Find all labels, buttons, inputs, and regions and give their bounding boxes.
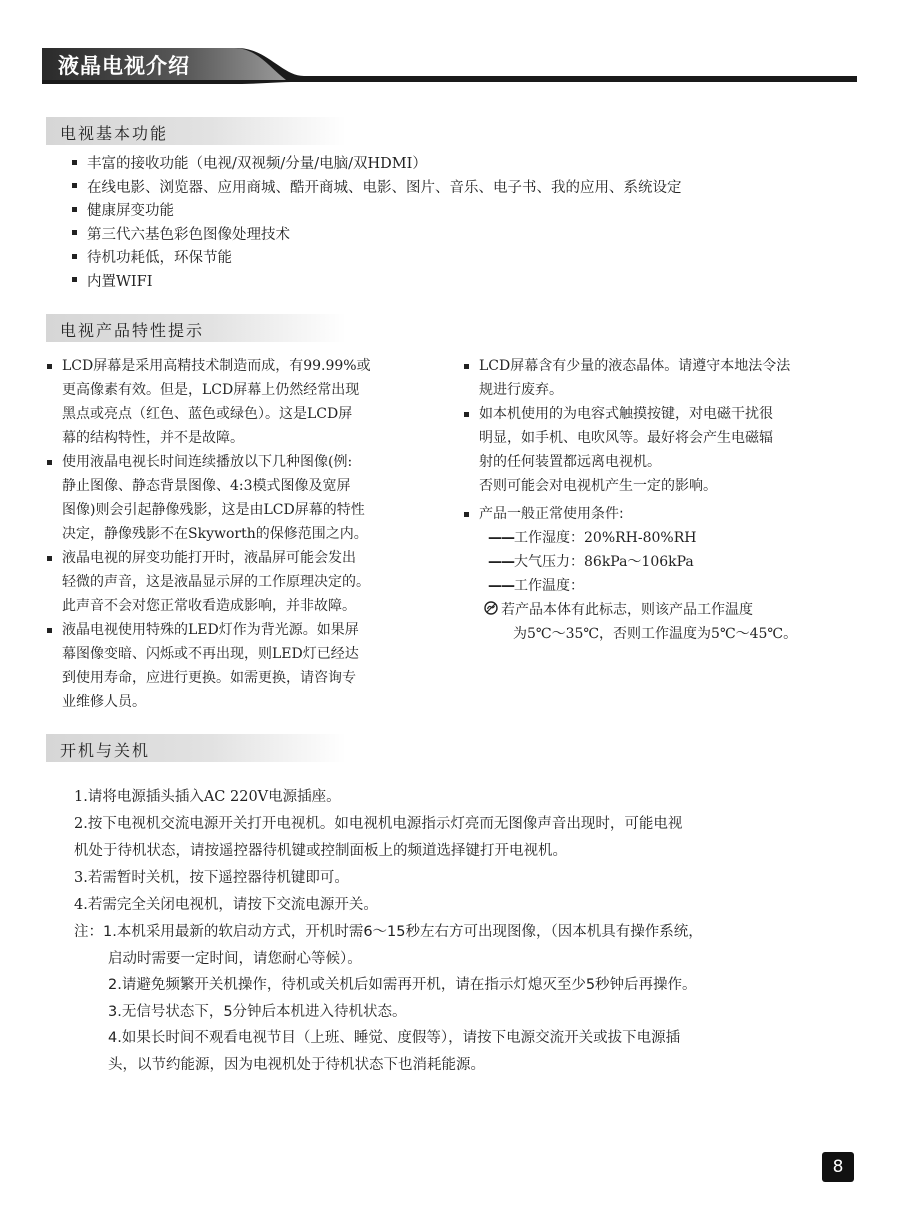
list-item: ——工作温度：: [488, 578, 584, 594]
bullet-icon: [72, 183, 77, 188]
list-item: 3.无信号状态下，5分钟后本机进入待机状态。: [108, 1003, 407, 1020]
list-item: 丰富的接收功能（电视/双视频/分量/电脑/双HDMI）: [72, 153, 682, 177]
bullet-icon: [72, 207, 77, 212]
tip-item: 液晶电视使用特殊的LED灯作为背光源。如果屏 幕图像变暗、闪烁或不再出现，则LED灯已经达 到使用寿命，应进行更换。如需更换，请咨询专 业维修人员。: [47, 618, 457, 714]
bullet-icon: [72, 160, 77, 165]
bullet-icon: [47, 556, 52, 561]
bullet-icon: [72, 230, 77, 235]
tips-right-column: [464, 354, 874, 646]
bullet-icon: [47, 364, 52, 369]
bullet-icon: [464, 512, 469, 517]
bullet-icon: [72, 277, 77, 282]
list-item: 1.请将电源插头插入AC 220V电源插座。: [74, 789, 341, 805]
tip-item: LCD屏幕含有少量的液态晶体。请遵守本地法令法 规进行废弃。: [464, 354, 874, 402]
list-item: 2.请避免频繁开关机操作，待机或关机后如需再开机，请在指示灯熄灭至少5秒钟后再操作。: [108, 977, 697, 993]
section-title: 开机与关机: [60, 741, 151, 760]
list-item: 4.如果长时间不观看电视节目（上班、睡觉、度假等），请按下电源交流开关或拔下电源插: [108, 1030, 681, 1046]
page-header: [42, 44, 857, 84]
list-item: 健康屏变功能: [72, 200, 682, 224]
bullet-icon: [464, 412, 469, 417]
list-item: 4.若需完全关闭电视机，请按下交流电源开关。: [74, 897, 378, 913]
tip-item: 如本机使用的为电容式触摸按键，对电磁干扰很 明显，如手机、电吹风等。最好将会产生电磁辐 射的任何装置都远离电视机。 否则可能会对电视机产生一定的影响。: [464, 402, 874, 498]
tip-item: 使用液晶电视长时间连续播放以下几种图像(例: 静止图像、静态背景图像、4:3模式图像及宽屏 图像)则会引起静像残影，这是由LCD屏幕的特性 决定，静像残影不在Skyworth的保修范围之内。: [47, 450, 457, 546]
conditions-block: [464, 502, 874, 526]
list-item: 2.按下电视机交流电源开关打开电视机。如电视机电源指示灯亮而无图像声音出现时，可能电视: [74, 816, 683, 832]
bullet-icon: [72, 254, 77, 259]
notes: [74, 919, 864, 1078]
bullet-icon: [47, 628, 52, 633]
list-item: 3.若需暂时关机，按下遥控器待机键即可。: [74, 870, 349, 886]
tips-left-column: [47, 354, 457, 714]
list-item: 待机功耗低，环保节能: [72, 247, 682, 271]
bullet-icon: [47, 460, 52, 465]
section-product-tips: [46, 314, 346, 342]
temperature-notice: 若产品本体有此标志，则该产品工作温度 为5℃～35℃，否则工作温度为5℃～45℃。: [464, 598, 874, 646]
list-item: 头，以节约能源，因为电视机处于待机状态下也消耗能源。: [108, 1056, 485, 1073]
section-title: 电视产品特性提示: [60, 321, 205, 340]
conditions-title: 产品一般正常使用条件:: [479, 506, 624, 522]
mark-icon: [484, 601, 498, 615]
section-basic-functions: [46, 117, 346, 145]
section-title: 电视基本功能: [60, 124, 169, 143]
bullet-icon: [464, 364, 469, 369]
header-title: 液晶电视介绍: [58, 54, 190, 78]
list-item: ——大气压力：86kPa～106kPa: [488, 554, 694, 570]
feature-list: [72, 153, 682, 294]
list-item: 注：1.本机采用最新的软启动方式，开机时需6～15秒左右方可出现图像，（因本机具有操作系统，: [74, 924, 703, 940]
page-number: 8: [822, 1152, 854, 1182]
section-power-on-off: [46, 734, 346, 762]
list-item: 启动时需要一定时间，请您耐心等候）。: [108, 950, 362, 967]
tip-item: LCD屏幕是采用高精技术制造而成，有99.99%或 更高像素有效。但是，LCD屏幕上仍然经常出现 黑点或亮点（红色、蓝色或绿色）。这是LCD屏 幕的结构特性，并不是故障。: [47, 354, 457, 450]
conditions-list: [464, 526, 874, 598]
list-item: 机处于待机状态，请按遥控器待机键或控制面板上的频道选择键打开电视机。: [74, 843, 567, 859]
power-steps: [74, 784, 849, 919]
tip-item: 液晶电视的屏变功能打开时，液晶屏可能会发出 轻微的声音，这是液晶显示屏的工作原理决定的。 此声音不会对您正常收看造成影响，并非故障。: [47, 546, 457, 618]
list-item: 内置WIFI: [72, 271, 682, 295]
list-item: 第三代六基色彩色图像处理技术: [72, 224, 682, 248]
list-item: 在线电影、浏览器、应用商城、酷开商城、电影、图片、音乐、电子书、我的应用、系统设定: [72, 177, 682, 201]
list-item: ——工作湿度：20%RH-80%RH: [488, 530, 697, 546]
